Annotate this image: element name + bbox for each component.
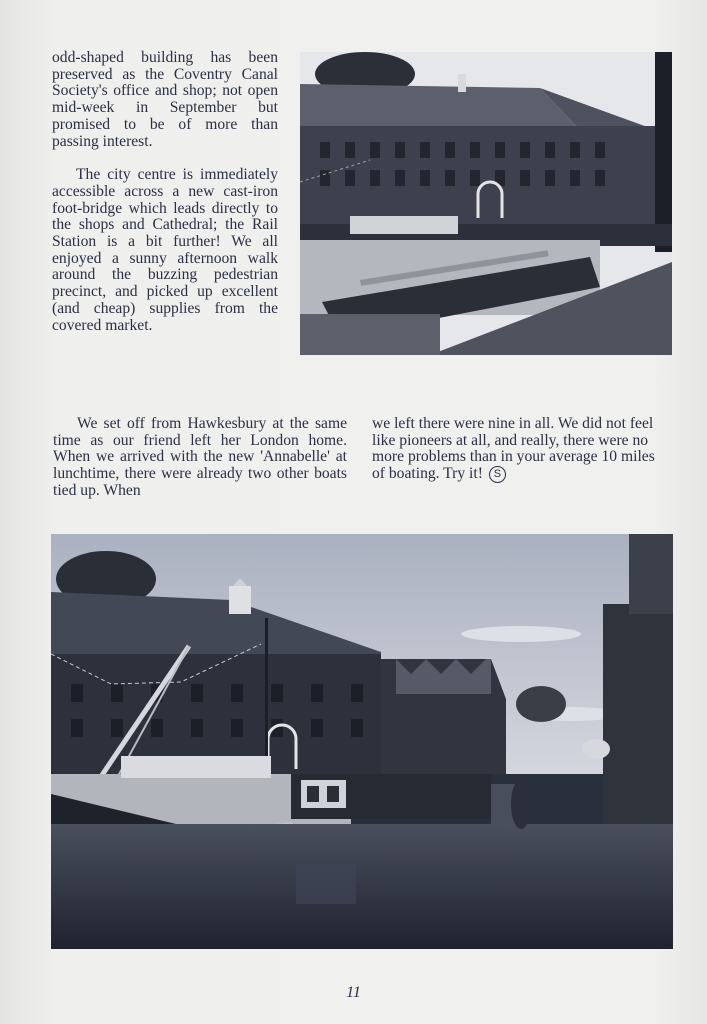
- top-text-block: [52, 50, 278, 334]
- canal-basin-photo-top-image: [300, 52, 672, 355]
- canal-basin-photo-bottom-image: [51, 534, 673, 949]
- paragraph-city-centre: The city centre is immediately accessible across a new cast-iron foot-bridge which leads directly to the shops and Cathedral; the Rail Station is a bit further! We all enjoyed a sunny afternoon walk around the buzzing pedestrian precinct, and picked up excellent (and cheap) supplies from the covered market.: [52, 166, 278, 334]
- paragraph-canal-society: odd-shaped building has been preserved as the Coventry Canal Society's office and shop; not open mid-week in September but promised to be of more than passing interest.: [52, 49, 278, 150]
- left-column-text: We set off from Hawkesbury at the same time as our friend left her London home. When we arrived with the new 'Annabelle' at lunchtime, there were already two other boats tied up. When: [53, 415, 347, 499]
- right-column-text: [372, 416, 667, 483]
- page-number: 11: [346, 984, 361, 1001]
- canal-basin-photo-top: [300, 52, 672, 355]
- right-column-body: we left there were nine in all. We did not feel like pioneers at all, and really, there were no more problems than in your average 10 miles of boating. Try it!: [372, 415, 655, 483]
- canal-basin-photo-bottom: [51, 534, 673, 949]
- end-mark-icon: S: [489, 466, 506, 483]
